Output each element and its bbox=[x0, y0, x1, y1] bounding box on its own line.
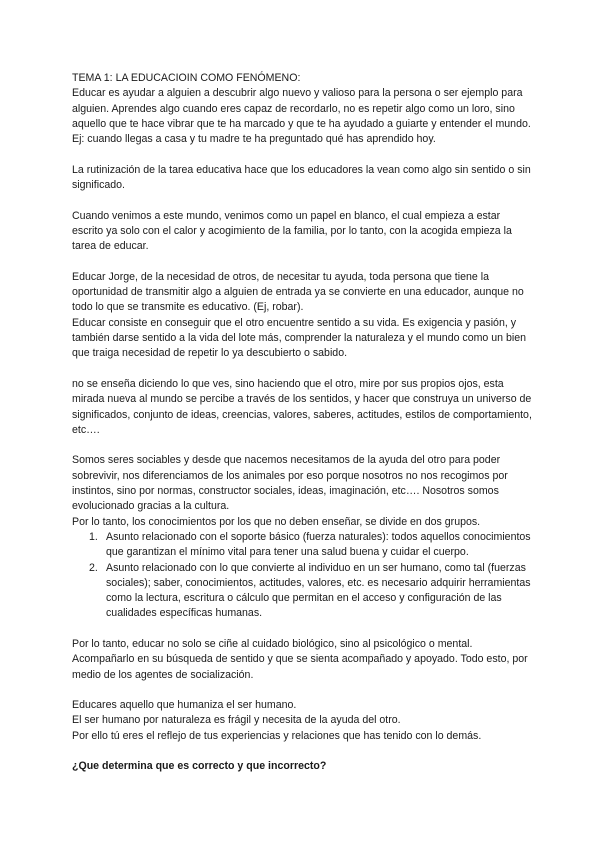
paragraph-papel-en-blanco: Cuando venimos a este mundo, venimos como un papel en blanco, el cual empieza a estar escrito ya solo con el calor y acogimiento de la familia, por lo tanto, con la acogida empieza la tarea de educar. bbox=[72, 209, 512, 253]
list-item bbox=[89, 561, 532, 622]
spacer bbox=[72, 147, 532, 162]
paragraph-humaniza: Educares aquello que humaniza el ser humano. bbox=[72, 699, 297, 712]
paragraph-reflejo: Por ello tú eres el reflejo de tus experiencias y relaciones que has tenido con lo demás. bbox=[72, 729, 482, 742]
spacer bbox=[72, 438, 532, 453]
list-item-text: Asunto relacionado con el soporte básico (fuerza naturales): todos aquellos conocimientos que garantizan el mínimo vital para tener una salud buena y cuidar el cuerpo. bbox=[106, 530, 531, 559]
paragraph-no-se-ensena: no se enseña diciendo lo que ves, sino haciendo que el otro, mire por sus propios ojos, esta mirada nueva al mundo se percibe a través de los sentidos, y hacer que construya un universo de significados, conjunto de ideas, creencias, valores, saberes, actitudes, estilos de comportamiento, etc…. bbox=[72, 377, 532, 436]
document-title: TEMA 1: LA EDUCACIOIN COMO FENÓMENO: bbox=[72, 72, 301, 84]
paragraph-cuidado-biologico: Por lo tanto, educar no solo se ciñe al cuidado biológico, sino al psicológico o mental. Acompañarlo en su búsqueda de sentido y que se sienta acompañado y apoyado. Todo esto, por medio de los agentes de socialización. bbox=[72, 637, 528, 681]
question-heading: ¿Que determina que es correcto y que incorrecto? bbox=[72, 760, 327, 773]
spacer bbox=[72, 255, 532, 270]
numbered-list bbox=[72, 530, 532, 622]
paragraph-educar-jorge: Educar Jorge, de la necesidad de otros, de necesitar tu ayuda, toda persona que tiene la oportunidad de transmitir algo a alguien de entrada ya se convierte en una educador, aunque no todo lo que se transmite es educativo. (Ej, robar). bbox=[72, 270, 524, 314]
list-item-number: 2. bbox=[89, 561, 98, 574]
spacer bbox=[72, 193, 532, 208]
paragraph-rutinizacion: La rutinización de la tarea educativa hace que los educadores la vean como algo sin sentido o sin significado. bbox=[72, 163, 531, 192]
paragraph-educar-consiste: Educar consiste en conseguir que el otro encuentre sentido a su vida. Es exigencia y pasión, y también darse sentido a la vida del lote más, comprender la naturaleza y el mundo como un bien que traiga necesidad de repetir lo ya descubierto o sabido. bbox=[72, 316, 527, 360]
list-item bbox=[89, 530, 532, 561]
paragraph-educar-definition: Educar es ayudar a alguien a descubrir algo nuevo y valioso para la persona o ser ejemplo para alguien. Aprendes algo cuando eres capaz de recordarlo, no es repetir algo como un loro, sino aquello que te hace vibrar que te ha marcado y que te ha ayudado a guiarte y entender el mundo. bbox=[72, 87, 531, 130]
paragraph-example: Ej: cuando llegas a casa y tu madre te ha preguntado qué has aprendido hoy. bbox=[72, 133, 436, 146]
paragraph-fragil: El ser humano por naturaleza es frágil y necesita de la ayuda del otro. bbox=[72, 714, 401, 727]
spacer bbox=[72, 683, 532, 698]
document-body bbox=[72, 71, 532, 775]
spacer bbox=[72, 744, 532, 759]
list-item-text: Asunto relacionado con lo que convierte al individuo en un ser humano, como tal (fuerzas sociales); saber, conocimientos, actitudes, valores, etc. es necesario adquirir herramientas como la lectura, escritura o cálculo que permitan en el acceso y configuración de las cualidades específicas humanas. bbox=[106, 561, 531, 620]
list-item-number: 1. bbox=[89, 530, 98, 543]
spacer bbox=[72, 362, 532, 377]
paragraph-seres-sociables: Somos seres sociables y desde que nacemos necesitamos de la ayuda del otro para poder sobrevivir, nos diferenciamos de los animales por eso porque nosotros no nos recogimos por instintos, sino por normas, constructor sociales, ideas, imaginación, etc…. Nosotros somos evolucionado gracias a la cultura. bbox=[72, 454, 508, 513]
spacer bbox=[72, 622, 532, 637]
paragraph-dos-grupos: Por lo tanto, los conocimientos por los que no deben enseñar, se divide en dos grupos. bbox=[72, 515, 481, 528]
